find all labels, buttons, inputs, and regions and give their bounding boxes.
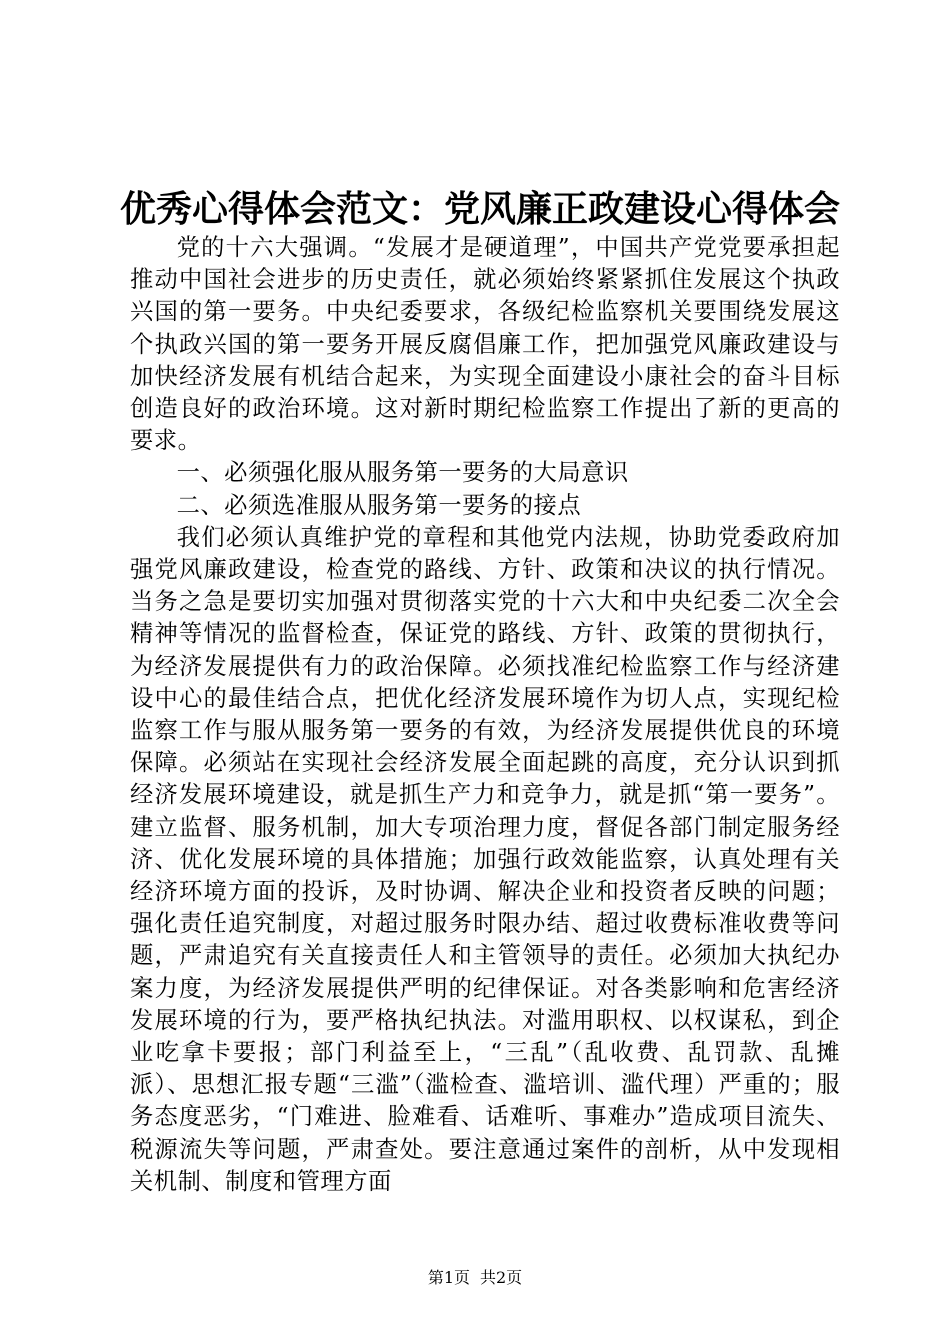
section-heading-1: 一、必须强化服从服务第一要务的大局意识 [176,459,629,487]
paragraph-intro: 党的十六大强调。“发展才是硬道理”，中国共产党党要承担起推动中国社会进步的历史责任，就必须始终紧紧抓住发展这个执政兴国的第一要务。中央纪委要求，各级纪检监察机关要围绕发展这个执政兴国的第一要务开展反腐倡廉工作，把加强党风廉政建设与加快经济发展有机结合起来，为实现全面建设小康社会的奋斗目标创造良好的政治环境。这对新时期纪检监察工作提出了新的更高的要求。 [130,234,840,455]
section-heading-2: 二、必须选准服从服务第一要务的接点 [176,491,582,519]
page-number: 第1页 [427,1268,470,1287]
page-footer [0,1267,950,1289]
document-title: 优秀心得体会范文：党风廉正政建设心得体会 [120,188,841,230]
paragraph-main: 我们必须认真维护党的章程和其他党内法规，协助党委政府加强党风廉政建设，检查党的路线、方针、政策和决议的执行情况。当务之急是要切实加强对贯彻落实党的十六大和中央纪委二次全会精神等情况的监督检查，保证党的路线、方针、政策的贯彻执行，为经济发展提供有力的政治保障。必须找准纪检监察工作与经济建设中心的最佳结合点，把优化经济发展环境作为切人点，实现纪检监察工作与服从服务第一要务的有效，为经济发展提供优良的环境保障。必须站在实现社会经济发展全面起跳的高度，充分认识到抓经济发展环境建设，就是抓生产力和竞争力，就是抓“第一要务”。建立监督、服务机制，加大专项治理力度，督促各部门制定服务经济、优化发展环境的具体措施；加强行政效能监察，认真处理有关经济环境方面的投诉，及时协调、解决企业和投资者反映的问题；强化责任追究制度，对超过服务时限办结、超过收费标准收费等问题，严肃追究有关直接责任人和主管领导的责任。必须加大执纪办案力度，为经济发展提供严明的纪律保证。对各类影响和危害经济发展环境的行为，要严格执纪执法。对滥用职权、以权谋私，到企业吃拿卡要报；部门利益至上，“三乱”（乱收费、乱罚款、乱摊派）、思想汇报专题“三滥”（滥检查、滥培训、滥代理）严重的；服务态度恶劣，“门难进、脸难看、话难听、事难办”造成项目流失、税源流失等问题，严肃查处。要注意通过案件的剖析，从中发现相关机制、制度和管理方面 [130,523,840,1195]
document-body [130,232,840,1198]
page-total: 共2页 [480,1268,523,1287]
